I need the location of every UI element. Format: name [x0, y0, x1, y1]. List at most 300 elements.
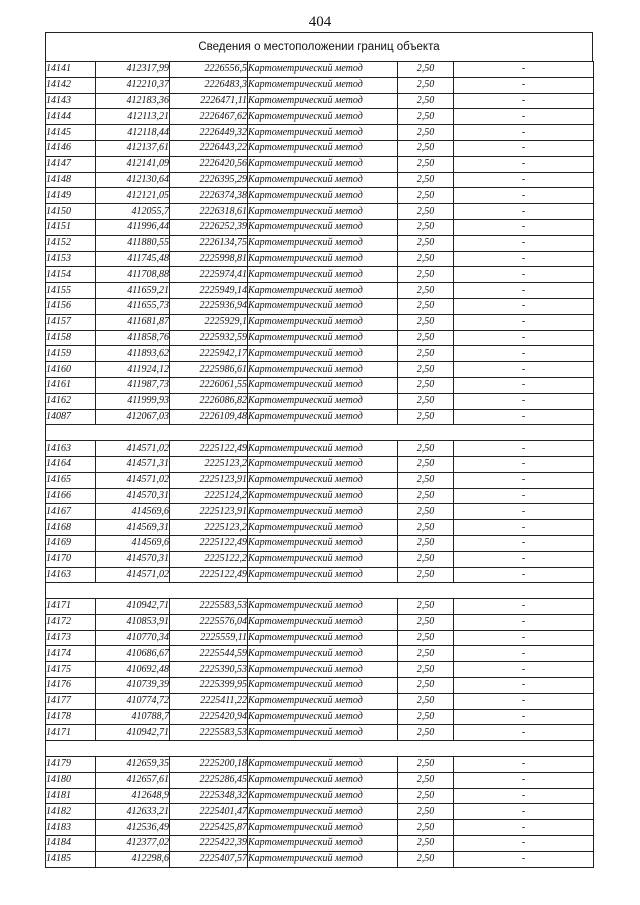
point-number-cell: 14178 [46, 709, 96, 725]
y-coordinate-cell: 2225401,47 [170, 804, 248, 820]
description-cell: - [454, 851, 594, 867]
description-cell: - [454, 772, 594, 788]
x-coordinate-cell: 414569,6 [96, 504, 170, 520]
table-row [46, 630, 594, 646]
y-coordinate-cell: 2226467,62 [170, 109, 248, 125]
method-cell: Картометрический метод [248, 788, 398, 804]
y-coordinate-cell: 2225123,2 [170, 456, 248, 472]
table-row [46, 283, 594, 299]
y-coordinate-cell: 2225583,53 [170, 599, 248, 615]
accuracy-cell: 2,50 [398, 251, 454, 267]
description-cell: - [454, 630, 594, 646]
y-coordinate-cell: 2225123,2 [170, 520, 248, 536]
method-cell: Картометрический метод [248, 362, 398, 378]
table-row [46, 188, 594, 204]
point-number-cell: 14166 [46, 488, 96, 504]
accuracy-cell: 2,50 [398, 409, 454, 425]
method-cell: Картометрический метод [248, 393, 398, 409]
description-cell: - [454, 599, 594, 615]
method-cell: Картометрический метод [248, 125, 398, 141]
point-number-cell: 14168 [46, 520, 96, 536]
point-number-cell: 14148 [46, 172, 96, 188]
accuracy-cell: 2,50 [398, 630, 454, 646]
description-cell: - [454, 520, 594, 536]
description-cell: - [454, 314, 594, 330]
method-cell: Картометрический метод [248, 599, 398, 615]
y-coordinate-cell: 2226252,39 [170, 219, 248, 235]
x-coordinate-cell: 410942,71 [96, 599, 170, 615]
y-coordinate-cell: 2225122,49 [170, 535, 248, 551]
accuracy-cell: 2,50 [398, 156, 454, 172]
x-coordinate-cell: 414571,02 [96, 567, 170, 583]
method-cell: Картометрический метод [248, 456, 398, 472]
accuracy-cell: 2,50 [398, 820, 454, 836]
accuracy-cell: 2,50 [398, 267, 454, 283]
point-number-cell: 14150 [46, 204, 96, 220]
point-number-cell: 14141 [46, 62, 96, 78]
y-coordinate-cell: 2226556,5 [170, 62, 248, 78]
point-number-cell: 14179 [46, 757, 96, 773]
coordinates-table-body [46, 62, 594, 868]
accuracy-cell: 2,50 [398, 283, 454, 299]
x-coordinate-cell: 410692,48 [96, 662, 170, 678]
point-number-cell: 14175 [46, 662, 96, 678]
method-cell: Картометрический метод [248, 235, 398, 251]
method-cell: Картометрический метод [248, 804, 398, 820]
description-cell: - [454, 725, 594, 741]
description-cell: - [454, 393, 594, 409]
description-cell: - [454, 172, 594, 188]
y-coordinate-cell: 2225200,18 [170, 757, 248, 773]
x-coordinate-cell: 412113,21 [96, 109, 170, 125]
description-cell: - [454, 488, 594, 504]
description-cell: - [454, 251, 594, 267]
y-coordinate-cell: 2225390,53 [170, 662, 248, 678]
x-coordinate-cell: 412298,6 [96, 851, 170, 867]
table-row [46, 77, 594, 93]
description-cell: - [454, 709, 594, 725]
accuracy-cell: 2,50 [398, 377, 454, 393]
point-number-cell: 14177 [46, 693, 96, 709]
x-coordinate-cell: 411996,44 [96, 219, 170, 235]
x-coordinate-cell: 411858,76 [96, 330, 170, 346]
point-number-cell: 14143 [46, 93, 96, 109]
description-cell: - [454, 283, 594, 299]
y-coordinate-cell: 2225583,53 [170, 725, 248, 741]
group-separator-row [46, 741, 594, 757]
x-coordinate-cell: 410788,7 [96, 709, 170, 725]
table-row [46, 267, 594, 283]
y-coordinate-cell: 2225123,91 [170, 504, 248, 520]
point-number-cell: 14172 [46, 614, 96, 630]
group-separator-row [46, 583, 594, 599]
y-coordinate-cell: 2225348,32 [170, 788, 248, 804]
x-coordinate-cell: 412210,37 [96, 77, 170, 93]
description-cell: - [454, 235, 594, 251]
accuracy-cell: 2,50 [398, 646, 454, 662]
accuracy-cell: 2,50 [398, 109, 454, 125]
table-row [46, 235, 594, 251]
y-coordinate-cell: 2225576,04 [170, 614, 248, 630]
accuracy-cell: 2,50 [398, 504, 454, 520]
x-coordinate-cell: 414569,6 [96, 535, 170, 551]
method-cell: Картометрический метод [248, 283, 398, 299]
y-coordinate-cell: 2225122,2 [170, 551, 248, 567]
method-cell: Картометрический метод [248, 441, 398, 457]
table-row [46, 693, 594, 709]
point-number-cell: 14149 [46, 188, 96, 204]
table-row [46, 441, 594, 457]
x-coordinate-cell: 412317,99 [96, 62, 170, 78]
method-cell: Картометрический метод [248, 409, 398, 425]
method-cell: Картометрический метод [248, 504, 398, 520]
x-coordinate-cell: 412055,7 [96, 204, 170, 220]
point-number-cell: 14180 [46, 772, 96, 788]
table-row [46, 172, 594, 188]
description-cell: - [454, 535, 594, 551]
description-cell: - [454, 504, 594, 520]
y-coordinate-cell: 2226449,32 [170, 125, 248, 141]
table-row [46, 709, 594, 725]
x-coordinate-cell: 411893,62 [96, 346, 170, 362]
description-cell: - [454, 140, 594, 156]
y-coordinate-cell: 2225559,11 [170, 630, 248, 646]
point-number-cell: 14163 [46, 441, 96, 457]
y-coordinate-cell: 2226061,55 [170, 377, 248, 393]
description-cell: - [454, 441, 594, 457]
accuracy-cell: 2,50 [398, 456, 454, 472]
point-number-cell: 14182 [46, 804, 96, 820]
description-cell: - [454, 156, 594, 172]
y-coordinate-cell: 2226109,48 [170, 409, 248, 425]
description-cell: - [454, 409, 594, 425]
table-row [46, 535, 594, 551]
table-row [46, 678, 594, 694]
table-row [46, 156, 594, 172]
y-coordinate-cell: 2225422,39 [170, 836, 248, 852]
page-number: 404 [308, 14, 332, 30]
y-coordinate-cell: 2226471,11 [170, 93, 248, 109]
accuracy-cell: 2,50 [398, 140, 454, 156]
point-number-cell: 14174 [46, 646, 96, 662]
method-cell: Картометрический метод [248, 535, 398, 551]
accuracy-cell: 2,50 [398, 599, 454, 615]
description-cell: - [454, 330, 594, 346]
method-cell: Картометрический метод [248, 662, 398, 678]
accuracy-cell: 2,50 [398, 219, 454, 235]
table-row [46, 504, 594, 520]
table-row [46, 456, 594, 472]
x-coordinate-cell: 410770,34 [96, 630, 170, 646]
point-number-cell: 14157 [46, 314, 96, 330]
method-cell: Картометрический метод [248, 204, 398, 220]
point-number-cell: 14161 [46, 377, 96, 393]
table-row [46, 346, 594, 362]
accuracy-cell: 2,50 [398, 567, 454, 583]
y-coordinate-cell: 2225942,17 [170, 346, 248, 362]
description-cell: - [454, 204, 594, 220]
accuracy-cell: 2,50 [398, 204, 454, 220]
x-coordinate-cell: 412121,05 [96, 188, 170, 204]
y-coordinate-cell: 2225998,81 [170, 251, 248, 267]
method-cell: Картометрический метод [248, 156, 398, 172]
method-cell: Картометрический метод [248, 851, 398, 867]
table-row [46, 377, 594, 393]
table-row [46, 362, 594, 378]
x-coordinate-cell: 412377,02 [96, 836, 170, 852]
y-coordinate-cell: 2225949,14 [170, 283, 248, 299]
point-number-cell: 14181 [46, 788, 96, 804]
table-row [46, 62, 594, 78]
y-coordinate-cell: 2225932,59 [170, 330, 248, 346]
point-number-cell: 14173 [46, 630, 96, 646]
group-separator-row [46, 425, 594, 441]
accuracy-cell: 2,50 [398, 188, 454, 204]
y-coordinate-cell: 2225411,22 [170, 693, 248, 709]
table-row [46, 567, 594, 583]
x-coordinate-cell: 411681,87 [96, 314, 170, 330]
point-number-cell: 14158 [46, 330, 96, 346]
y-coordinate-cell: 2225986,61 [170, 362, 248, 378]
description-cell: - [454, 267, 594, 283]
method-cell: Картометрический метод [248, 62, 398, 78]
method-cell: Картометрический метод [248, 140, 398, 156]
group-separator-cell [46, 741, 594, 757]
table-row [46, 140, 594, 156]
y-coordinate-cell: 2226134,75 [170, 235, 248, 251]
accuracy-cell: 2,50 [398, 520, 454, 536]
description-cell: - [454, 346, 594, 362]
group-separator-cell [46, 583, 594, 599]
point-number-cell: 14162 [46, 393, 96, 409]
method-cell: Картометрический метод [248, 820, 398, 836]
point-number-cell: 14087 [46, 409, 96, 425]
boundary-sheet [45, 32, 593, 868]
accuracy-cell: 2,50 [398, 393, 454, 409]
x-coordinate-cell: 411659,21 [96, 283, 170, 299]
point-number-cell: 14167 [46, 504, 96, 520]
accuracy-cell: 2,50 [398, 298, 454, 314]
table-row [46, 93, 594, 109]
x-coordinate-cell: 414571,02 [96, 472, 170, 488]
table-row [46, 251, 594, 267]
description-cell: - [454, 804, 594, 820]
accuracy-cell: 2,50 [398, 836, 454, 852]
y-coordinate-cell: 2226483,3 [170, 77, 248, 93]
method-cell: Картометрический метод [248, 377, 398, 393]
coordinates-table [45, 61, 594, 868]
description-cell: - [454, 567, 594, 583]
x-coordinate-cell: 414569,31 [96, 520, 170, 536]
accuracy-cell: 2,50 [398, 709, 454, 725]
method-cell: Картометрический метод [248, 488, 398, 504]
point-number-cell: 14145 [46, 125, 96, 141]
point-number-cell: 14142 [46, 77, 96, 93]
table-row [46, 330, 594, 346]
point-number-cell: 14152 [46, 235, 96, 251]
method-cell: Картометрический метод [248, 678, 398, 694]
description-cell: - [454, 693, 594, 709]
accuracy-cell: 2,50 [398, 614, 454, 630]
y-coordinate-cell: 2225124,2 [170, 488, 248, 504]
x-coordinate-cell: 414570,31 [96, 488, 170, 504]
method-cell: Картометрический метод [248, 472, 398, 488]
accuracy-cell: 2,50 [398, 441, 454, 457]
y-coordinate-cell: 2226420,56 [170, 156, 248, 172]
y-coordinate-cell: 2225122,49 [170, 567, 248, 583]
y-coordinate-cell: 2225974,41 [170, 267, 248, 283]
accuracy-cell: 2,50 [398, 757, 454, 773]
description-cell: - [454, 109, 594, 125]
x-coordinate-cell: 414570,31 [96, 551, 170, 567]
description-cell: - [454, 188, 594, 204]
table-row [46, 551, 594, 567]
accuracy-cell: 2,50 [398, 77, 454, 93]
x-coordinate-cell: 411655,73 [96, 298, 170, 314]
x-coordinate-cell: 412633,21 [96, 804, 170, 820]
accuracy-cell: 2,50 [398, 788, 454, 804]
table-row [46, 836, 594, 852]
y-coordinate-cell: 2225420,94 [170, 709, 248, 725]
x-coordinate-cell: 410686,67 [96, 646, 170, 662]
y-coordinate-cell: 2225936,94 [170, 298, 248, 314]
y-coordinate-cell: 2225123,91 [170, 472, 248, 488]
y-coordinate-cell: 2225399,95 [170, 678, 248, 694]
table-row [46, 599, 594, 615]
description-cell: - [454, 757, 594, 773]
point-number-cell: 14170 [46, 551, 96, 567]
group-separator-cell [46, 425, 594, 441]
table-row [46, 393, 594, 409]
x-coordinate-cell: 412657,61 [96, 772, 170, 788]
description-cell: - [454, 219, 594, 235]
accuracy-cell: 2,50 [398, 488, 454, 504]
method-cell: Картометрический метод [248, 757, 398, 773]
description-cell: - [454, 125, 594, 141]
accuracy-cell: 2,50 [398, 804, 454, 820]
y-coordinate-cell: 2225929,1 [170, 314, 248, 330]
table-row [46, 788, 594, 804]
table-row [46, 314, 594, 330]
x-coordinate-cell: 410739,39 [96, 678, 170, 694]
table-row [46, 472, 594, 488]
method-cell: Картометрический метод [248, 188, 398, 204]
y-coordinate-cell: 2226086,82 [170, 393, 248, 409]
accuracy-cell: 2,50 [398, 346, 454, 362]
table-row [46, 409, 594, 425]
method-cell: Картометрический метод [248, 772, 398, 788]
y-coordinate-cell: 2226374,38 [170, 188, 248, 204]
accuracy-cell: 2,50 [398, 693, 454, 709]
table-row [46, 820, 594, 836]
method-cell: Картометрический метод [248, 219, 398, 235]
x-coordinate-cell: 414571,02 [96, 441, 170, 457]
accuracy-cell: 2,50 [398, 172, 454, 188]
x-coordinate-cell: 412118,44 [96, 125, 170, 141]
x-coordinate-cell: 412536,49 [96, 820, 170, 836]
table-row [46, 614, 594, 630]
description-cell: - [454, 678, 594, 694]
point-number-cell: 14159 [46, 346, 96, 362]
method-cell: Картометрический метод [248, 298, 398, 314]
accuracy-cell: 2,50 [398, 472, 454, 488]
point-number-cell: 14146 [46, 140, 96, 156]
point-number-cell: 14183 [46, 820, 96, 836]
point-number-cell: 14153 [46, 251, 96, 267]
point-number-cell: 14156 [46, 298, 96, 314]
point-number-cell: 14154 [46, 267, 96, 283]
table-row [46, 219, 594, 235]
method-cell: Картометрический метод [248, 567, 398, 583]
description-cell: - [454, 77, 594, 93]
description-cell: - [454, 646, 594, 662]
x-coordinate-cell: 412648,9 [96, 788, 170, 804]
x-coordinate-cell: 411999,93 [96, 393, 170, 409]
method-cell: Картометрический метод [248, 93, 398, 109]
x-coordinate-cell: 411924,12 [96, 362, 170, 378]
point-number-cell: 14155 [46, 283, 96, 299]
table-row [46, 520, 594, 536]
accuracy-cell: 2,50 [398, 662, 454, 678]
method-cell: Картометрический метод [248, 251, 398, 267]
y-coordinate-cell: 2225286,45 [170, 772, 248, 788]
table-row [46, 662, 594, 678]
point-number-cell: 14185 [46, 851, 96, 867]
x-coordinate-cell: 411745,48 [96, 251, 170, 267]
method-cell: Картометрический метод [248, 551, 398, 567]
method-cell: Картометрический метод [248, 314, 398, 330]
description-cell: - [454, 614, 594, 630]
point-number-cell: 14164 [46, 456, 96, 472]
table-row [46, 298, 594, 314]
method-cell: Картометрический метод [248, 172, 398, 188]
method-cell: Картометрический метод [248, 725, 398, 741]
method-cell: Картометрический метод [248, 646, 398, 662]
table-row [46, 804, 594, 820]
x-coordinate-cell: 411708,88 [96, 267, 170, 283]
table-row [46, 204, 594, 220]
point-number-cell: 14147 [46, 156, 96, 172]
x-coordinate-cell: 412141,09 [96, 156, 170, 172]
method-cell: Картометрический метод [248, 77, 398, 93]
accuracy-cell: 2,50 [398, 535, 454, 551]
description-cell: - [454, 93, 594, 109]
point-number-cell: 14165 [46, 472, 96, 488]
method-cell: Картометрический метод [248, 520, 398, 536]
point-number-cell: 14160 [46, 362, 96, 378]
point-number-cell: 14163 [46, 567, 96, 583]
accuracy-cell: 2,50 [398, 93, 454, 109]
method-cell: Картометрический метод [248, 630, 398, 646]
y-coordinate-cell: 2225544,59 [170, 646, 248, 662]
method-cell: Картометрический метод [248, 614, 398, 630]
method-cell: Картометрический метод [248, 330, 398, 346]
x-coordinate-cell: 410942,71 [96, 725, 170, 741]
method-cell: Картометрический метод [248, 709, 398, 725]
description-cell: - [454, 362, 594, 378]
table-row [46, 109, 594, 125]
description-cell: - [454, 836, 594, 852]
y-coordinate-cell: 2225122,49 [170, 441, 248, 457]
description-cell: - [454, 298, 594, 314]
table-header: Сведения о местоположении границ объекта [45, 32, 593, 61]
description-cell: - [454, 551, 594, 567]
x-coordinate-cell: 410853,91 [96, 614, 170, 630]
x-coordinate-cell: 412130,64 [96, 172, 170, 188]
y-coordinate-cell: 2226395,29 [170, 172, 248, 188]
accuracy-cell: 2,50 [398, 551, 454, 567]
method-cell: Картометрический метод [248, 346, 398, 362]
